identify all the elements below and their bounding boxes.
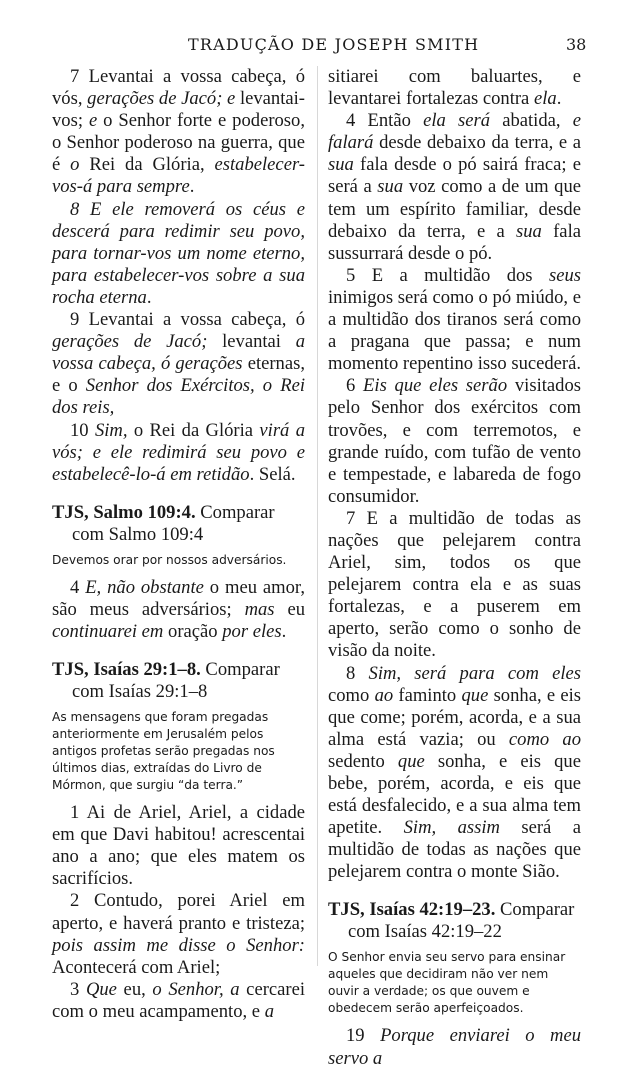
text-run: Rei da Glória, — [79, 154, 215, 176]
text-run: o meu amor, são meus adversários; — [52, 576, 306, 620]
italic-run: sua — [377, 176, 404, 198]
text-run: inimigos será como o pó miúdo, e a multidão dos tiranos será como a pragana que passa; e num momento repentino isso sucederá. — [328, 286, 582, 375]
verse-19 — [328, 1025, 581, 1069]
section-summary-salmo: Devemos orar por nossos adversários. — [52, 552, 287, 567]
italic-run: Que — [85, 978, 117, 1000]
italic-run: Porque enviarei o meu servo a — [328, 1025, 581, 1069]
text-run: 6 — [346, 375, 364, 397]
text-run: voz como a de um que tem um espírito familiar, desde debaixo da terra, e a — [328, 176, 581, 242]
text-run: 1 Ai de Ariel, Ariel, a cidade em que Davi habitou! acrescentai ano a ano; que eles matem os sacrifícios. — [52, 802, 305, 890]
section-heading-compare: Comparar com Salmo 109:4 — [72, 501, 275, 545]
section-heading-bold: TJS, Salmo 109:4. — [52, 501, 196, 523]
text-run: sedento — [328, 750, 398, 772]
italic-run: e — [88, 110, 98, 132]
italic-run: sua — [516, 220, 542, 242]
text-run: . — [556, 88, 562, 110]
text-run: 19 — [346, 1025, 381, 1047]
italic-run: a — [264, 1000, 275, 1022]
italic-run: virá a vós; e ele redimirá seu povo e estabelecê-lo-á em retidão — [52, 419, 305, 485]
text-run: desde debaixo da terra, e a — [373, 132, 581, 154]
text-run: fala sussurrará desde o pó. — [328, 220, 581, 264]
italic-run: gerações de Jacó; — [52, 331, 208, 353]
section-summary-isaias-29: As mensagens que foram pregadas anteriormente em Jerusalém pelos antigos profetas serão pregadas nos últimos dias, extraídas do Livro de Mórmon, que surgiu “da terra.” — [52, 710, 275, 793]
text-run: 8 — [346, 662, 369, 684]
italic-run: ela — [533, 88, 557, 110]
italic-run: a vossa cabeça, ó gerações — [52, 331, 305, 375]
italic-run: continuarei em — [52, 620, 164, 642]
section-heading-isaias-42 — [328, 899, 581, 943]
section-heading-bold: TJS, Isaías 42:19–23. — [328, 899, 496, 921]
italic-run: Eis que eles serão — [363, 375, 508, 397]
running-header — [0, 34, 638, 58]
text-run: 4 — [70, 576, 86, 598]
text-run: 9 Levantai a vossa cabeça, ó — [70, 309, 305, 331]
text-run: 7 Levantai a vossa cabeça, ó vós, — [52, 66, 305, 110]
verse-1 — [52, 802, 305, 890]
text-run: eu, — [116, 978, 153, 1000]
text-run: Acontecerá com Ariel; — [52, 956, 221, 978]
italic-run: mas — [244, 598, 275, 620]
text-run: será a multidão de todas as nações que pelejarem contra o monte Sião. — [328, 817, 581, 883]
section-summary-isaias-42: O Senhor envia seu servo para ensinar aqueles que decidiram não ver nem ouvir a verdade; os que ouvem e obedecem serão aperfeiçoados. — [328, 950, 566, 1016]
italic-run: ela será — [423, 110, 490, 132]
text-run: oração — [163, 620, 223, 642]
page-number: 38 — [566, 35, 587, 54]
text-run: . Selá. — [249, 463, 296, 485]
italic-run: gerações de Jacó; e — [87, 88, 236, 110]
text-run: eternas, e o — [52, 353, 305, 397]
italic-run: Senhor dos Exércitos, o Rei dos reis, — [52, 375, 305, 419]
text-run: o Rei da Glória — [127, 419, 260, 441]
verse-3 — [52, 979, 305, 1023]
section-heading-salmo — [52, 502, 305, 546]
text-run: 4 Então — [346, 110, 424, 132]
text-run: visitados pelo Senhor dos exércitos com trovões, e com terremotos, e grande ruído, com tufão de vento e tempestade, e labareda de fogo consumidor. — [328, 375, 581, 507]
verse-7 — [328, 508, 581, 663]
verse-10 — [52, 420, 305, 486]
italic-run: por eles — [222, 620, 282, 642]
italic-run: Sim, — [94, 419, 128, 441]
column-divider — [317, 66, 318, 966]
italic-run: Sim, assim — [403, 817, 500, 839]
text-run: . — [146, 286, 152, 308]
text-run: cercarei com o meu acampamento, e — [52, 978, 305, 1022]
italic-run: e falará — [328, 110, 581, 154]
italic-run: sua — [328, 154, 354, 176]
italic-run: Sim, será para com eles — [368, 662, 581, 684]
section-heading-compare: Comparar com Isaías 42:19–22 — [348, 899, 575, 943]
italic-run: ao — [374, 684, 394, 706]
text-run: abatida, — [490, 110, 573, 132]
book-title: TRADUÇÃO DE JOSEPH SMITH — [188, 35, 480, 54]
verse-8 — [328, 663, 581, 884]
verse-9 — [52, 309, 305, 419]
text-run: faminto — [393, 684, 462, 706]
italic-run: pois assim me disse o Senhor: — [52, 934, 305, 956]
text-run: levantai — [207, 331, 296, 353]
verse-3-continuation — [328, 66, 581, 110]
text-run: como — [328, 684, 375, 706]
italic-run: que — [461, 684, 489, 706]
verse-4 — [328, 110, 581, 265]
text-run: levantai-vos; — [52, 88, 306, 132]
italic-run: E, não obstante — [85, 576, 204, 598]
left-column — [52, 66, 306, 1022]
text-run: sitiarei com baluartes, e levantarei fortalezas contra — [328, 66, 581, 110]
text-run: 10 — [70, 419, 95, 441]
verse-4 — [52, 577, 305, 643]
verse-2 — [52, 890, 305, 978]
italic-run: como ao — [508, 728, 581, 750]
text-run: sonha, e eis que bebe, porém, acorda, e eis que está desfalecido, e a sua alma tem apetite. — [328, 750, 581, 839]
italic-run: o — [70, 154, 80, 176]
text-run: . — [189, 176, 195, 198]
section-heading-isaias-29 — [52, 659, 305, 703]
text-run: sonha, e eis que come; porém, acorda, e a sua alma está vazia; ou — [328, 684, 581, 750]
text-run: 3 — [70, 978, 86, 1000]
text-run: 7 E a multidão de todas as nações que pelejarem contra Ariel, sim, todos os que pelejarem contra ela e as suas fortalezas, e a puserem em aperto, serão como o sonho de visão da noite. — [328, 507, 581, 662]
verse-8 — [52, 199, 305, 309]
text-run: fala desde o pó sairá fraca; e será a — [328, 154, 581, 198]
text-run: . — [281, 620, 287, 642]
text-run: 2 Contudo, porei Ariel em aperto, e haverá pranto e tristeza; — [52, 890, 305, 934]
section-heading-compare: Comparar com Isaías 29:1–8 — [72, 659, 280, 703]
section-heading-bold: TJS, Isaías 29:1–8. — [52, 659, 201, 681]
verse-5 — [328, 265, 581, 375]
verse-6 — [328, 375, 581, 508]
italic-run: o Senhor, a — [152, 978, 240, 1000]
italic-run: 8 E ele removerá os céus e descerá para redimir seu povo, para tornar-vos um nome eterno, para estabelecer-vos sobre a sua rocha eterna — [52, 198, 305, 308]
italic-run: que — [397, 750, 425, 772]
text-run: eu — [274, 598, 305, 620]
italic-run: seus — [548, 264, 581, 286]
verse-7 — [52, 66, 305, 199]
right-column — [328, 66, 582, 1069]
italic-run: estabelecer-vos-á para sempre — [52, 154, 305, 198]
text-run: 5 E a multidão dos — [346, 264, 549, 286]
text-run: o Senhor forte e poderoso, o Senhor poderoso na guerra, que é — [52, 110, 305, 176]
